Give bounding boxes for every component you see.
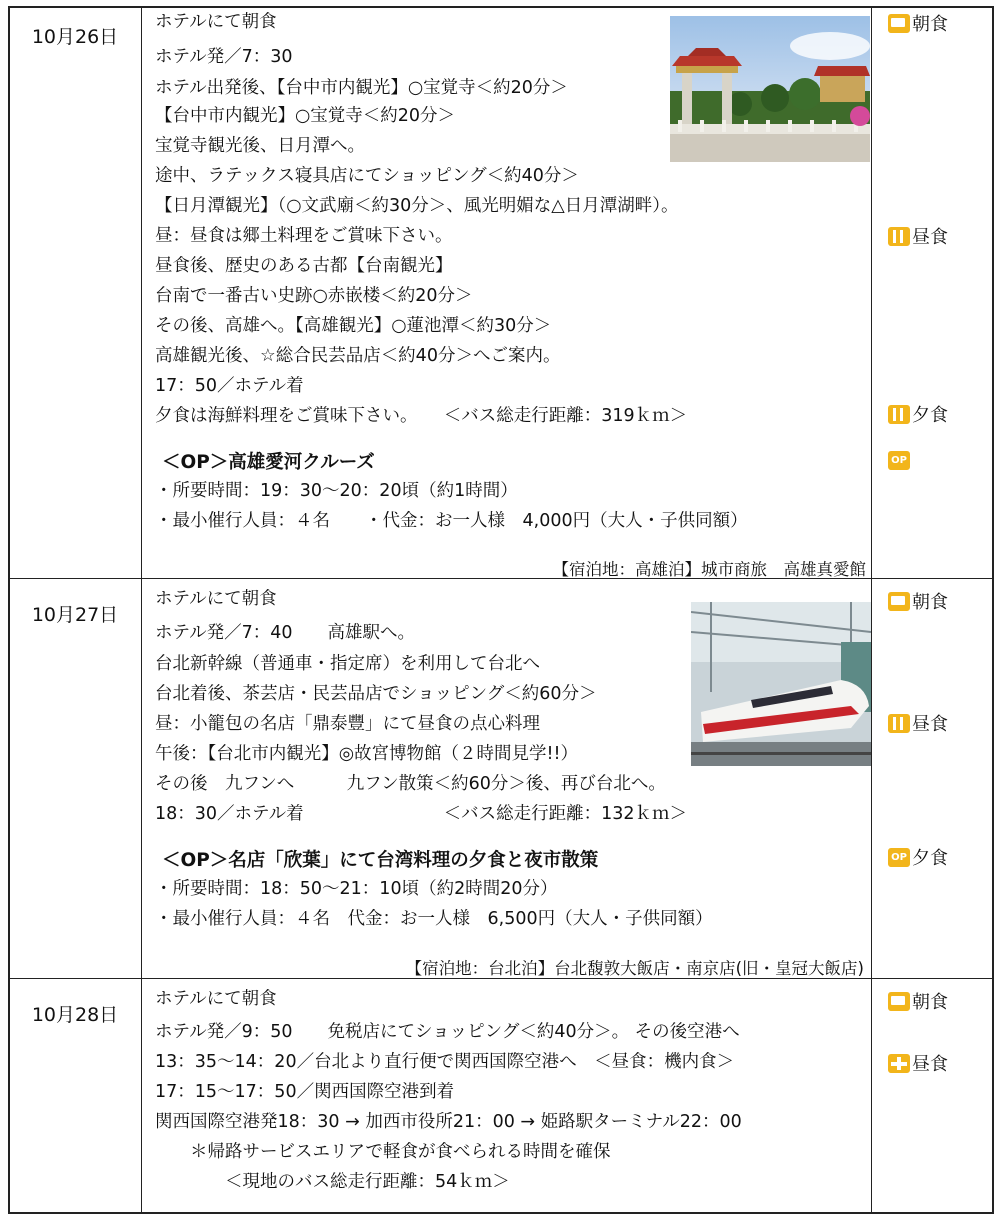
day1-date: 10月26日: [31, 26, 119, 48]
day1-option-badge: [888, 451, 912, 470]
day1-line: 宝覚寺観光後、日月潭へ。: [155, 136, 365, 156]
op-icon: OP: [888, 451, 910, 470]
day3-line: ＊帰路サービスエリアで軽食が食べられる時間を確保: [155, 1142, 611, 1162]
day3-line: ホテル発／9：50 免税店にてショッピング＜約40分＞。 その後空港へ: [155, 1022, 740, 1042]
temple-photo: [670, 16, 870, 162]
dinner-icon: [888, 405, 910, 424]
day1-line: 昼食後、歴史のある古都【台南観光】: [155, 256, 453, 276]
day3-line: ホテルにて朝食: [155, 989, 277, 1009]
day2-breakfast: 朝食: [888, 588, 948, 614]
day1-line: 夕食は海鮮料理をご賞味下さい。 ＜バス総走行距離：319ｋｍ＞: [155, 406, 688, 426]
day1-line: ホテル発／7：30: [155, 47, 293, 67]
day2-line: 台北新幹線（普通車・指定席）を利用して台北へ: [155, 654, 540, 674]
day1-option-line: ・所要時間：19：30～20：20頃（約1時間）: [155, 481, 518, 501]
day1-line: 高雄観光後、☆総合民芸品店＜約40分＞へご案内。: [155, 346, 561, 366]
day3-line: ＜現地のバス総走行距離：54ｋｍ＞: [155, 1172, 510, 1192]
day1-dinner: 夕食: [888, 401, 948, 427]
day1-line: その後、高雄へ。【高雄観光】○蓮池潭＜約30分＞: [155, 316, 552, 336]
high-speed-train-photo: [691, 602, 871, 766]
day3-breakfast: 朝食: [888, 988, 948, 1014]
day2-lodging: 【宿泊地：台北泊】台北馥敦大飯店・南京店(旧・皇冠大飯店): [405, 959, 864, 978]
day3-line: 関西国際空港発18：30 → 加西市役所21：00 → 姫路駅ターミナル22：00: [155, 1112, 742, 1132]
breakfast-icon: [888, 992, 910, 1011]
day1-line: ホテルにて朝食: [155, 12, 277, 32]
day2-option-line: ・所要時間：18：50～21：10頃（約2時間20分）: [155, 879, 558, 899]
breakfast-icon: [888, 592, 910, 611]
day1-option-line: ・最小催行人員：４名 ・代金：お一人様 4,000円（大人・子供同額）: [155, 511, 748, 531]
day2-line: 18：30／ホテル着 ＜バス総走行距離：132ｋｍ＞: [155, 804, 688, 824]
day2-lunch: 昼食: [888, 710, 948, 736]
day2-line: 午後：【台北市内観光】◎故宮博物館（２時間見学!!）: [155, 744, 579, 764]
day2-option-line: ・最小催行人員：４名 代金：お一人様 6,500円（大人・子供同額）: [155, 909, 713, 929]
day3-date: 10月28日: [31, 1004, 119, 1026]
column-divider: [871, 8, 872, 1212]
day1-line: 途中、ラテックス寝具店にてショッピング＜約40分＞: [155, 166, 579, 186]
day2-line: その後 九フンへ 九フン散策＜約60分＞後、再び台北へ。: [155, 774, 666, 794]
itinerary-table: [8, 6, 994, 1214]
breakfast-icon: [888, 14, 910, 33]
day2-line: ホテル発／7：40 高雄駅へ。: [155, 623, 416, 643]
day2-line: ホテルにて朝食: [155, 589, 277, 609]
day1-line: 【台中市内観光】○宝覚寺＜約20分＞: [155, 106, 456, 126]
lunch-icon: [888, 227, 910, 246]
day2-dinner-option: OP 夕食: [888, 844, 948, 870]
day3-lunch-inflight: 昼食: [888, 1050, 948, 1076]
day1-line: 【日月潭観光】（○文武廟＜約30分＞、風光明媚な△日月潭湖畔）。: [155, 196, 679, 216]
day1-line: 台南で一番古い史跡○赤嵌楼＜約20分＞: [155, 286, 473, 306]
day1-line: 17：50／ホテル着: [155, 376, 304, 396]
day1-line: 昼：昼食は郷土料理をご賞味下さい。: [155, 226, 453, 246]
day2-line: 昼：小籠包の名店「鼎泰豐」にて昼食の点心料理: [155, 714, 540, 734]
column-divider: [141, 8, 142, 1212]
op-icon: OP: [888, 848, 910, 867]
day2-option-title: ＜OP＞名店「欣葉」にて台湾料理の夕食と夜市散策: [162, 850, 599, 871]
day1-breakfast: 朝食: [888, 10, 948, 36]
day3-line: 17：15～17：50／関西国際空港到着: [155, 1082, 455, 1102]
day2-line: 台北着後、茶芸店・民芸品店でショッピング＜約60分＞: [155, 684, 597, 704]
day1-lunch: 昼食: [888, 223, 948, 249]
day1-option-title: ＜OP＞高雄愛河クルーズ: [162, 452, 375, 473]
lunch-icon: [888, 714, 910, 733]
day1-line: ホテル出発後、【台中市内観光】○宝覚寺＜約20分＞: [155, 78, 568, 98]
inflight-meal-icon: [888, 1054, 910, 1073]
day2-date: 10月27日: [31, 604, 119, 626]
day3-line: 13：35～14：20／台北より直行便で関西国際空港へ ＜昼食：機内食＞: [155, 1052, 735, 1072]
day1-lodging: 【宿泊地：高雄泊】城市商旅 高雄真愛館: [552, 560, 866, 579]
